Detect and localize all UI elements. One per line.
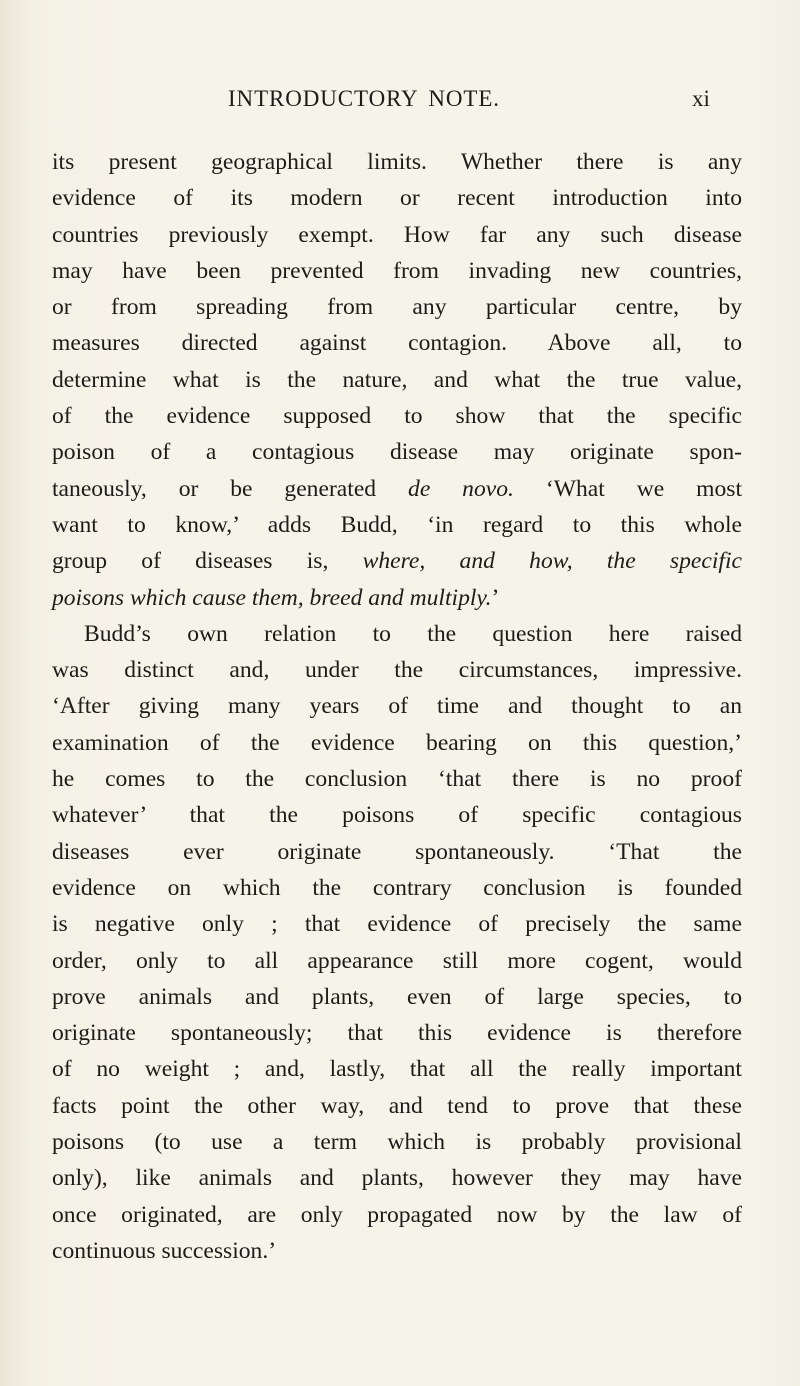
text-line: continuous succession.’ <box>52 1237 277 1264</box>
text-line: once originated, are only propagated now by the law of <box>52 1201 742 1228</box>
text-line: is negative only ; that evidence of precisely the same <box>52 911 742 938</box>
text-line: its present geographical limits. Whether there is any <box>52 149 742 175</box>
page-header <box>0 86 800 126</box>
text-line: evidence of its modern or recent introduction into <box>52 185 742 212</box>
text-line: diseases ever originate spontaneously. ‘That the <box>52 838 742 865</box>
text-run: ’ <box>491 584 500 611</box>
text-line: of the evidence supposed to show that the specific <box>52 403 742 430</box>
italic-text: de novo. <box>408 475 514 502</box>
text-line: countries previously exempt. How far any such disease <box>52 221 742 248</box>
text-run: ‘What we most <box>513 475 743 502</box>
text-line <box>52 580 742 616</box>
text-line: poison of a contagious disease may originate spon- <box>52 439 742 466</box>
text-line: poisons (to use a term which is probably provisional <box>52 1129 742 1156</box>
text-line: measures directed against contagion. Above all, to <box>52 330 742 357</box>
running-head: INTRODUCTORY NOTE. <box>228 86 500 111</box>
text-line <box>52 471 742 507</box>
text-line: he comes to the conclusion ‘that there is no proof <box>52 766 742 793</box>
text-line: was distinct and, under the circumstances, impressive. <box>52 657 742 684</box>
text-line: may have been prevented from invading new countries, <box>52 257 742 284</box>
text-line: only), like animals and plants, however they may have <box>52 1165 742 1192</box>
text-line: of no weight ; and, lastly, that all the really important <box>52 1056 742 1083</box>
body-text <box>52 144 742 1269</box>
text-line: evidence on which the contrary conclusion is founded <box>52 874 742 901</box>
text-line: originate spontaneously; that this evidence is therefore <box>52 1020 742 1047</box>
text-line: ‘After giving many years of time and thought to an <box>52 693 742 720</box>
italic-text: poisons which cause them, breed and multiply. <box>52 584 492 611</box>
italic-text: where, and how, the specific <box>362 548 742 575</box>
text-line: determine what is the nature, and what the true value, <box>52 366 742 393</box>
text-line: examination of the evidence bearing on this question,’ <box>52 729 742 756</box>
text-line: want to know,’ adds Budd, ‘in regard to this whole <box>52 511 742 538</box>
text-line: or from spreading from any particular centre, by <box>52 294 742 321</box>
text-line: whatever’ that the poisons of specific contagious <box>52 802 742 829</box>
text-run: taneously, or be generated <box>52 475 409 502</box>
text-line: facts point the other way, and tend to prove that these <box>52 1092 742 1119</box>
text-line <box>52 543 742 579</box>
text-line: order, only to all appearance still more cogent, would <box>52 947 742 974</box>
text-line: prove animals and plants, even of large species, to <box>52 983 742 1010</box>
text-run: group of diseases is, <box>52 548 363 575</box>
paragraph-first-line: Budd’s own relation to the question here raised <box>84 620 742 647</box>
page-number: xi <box>692 86 710 111</box>
